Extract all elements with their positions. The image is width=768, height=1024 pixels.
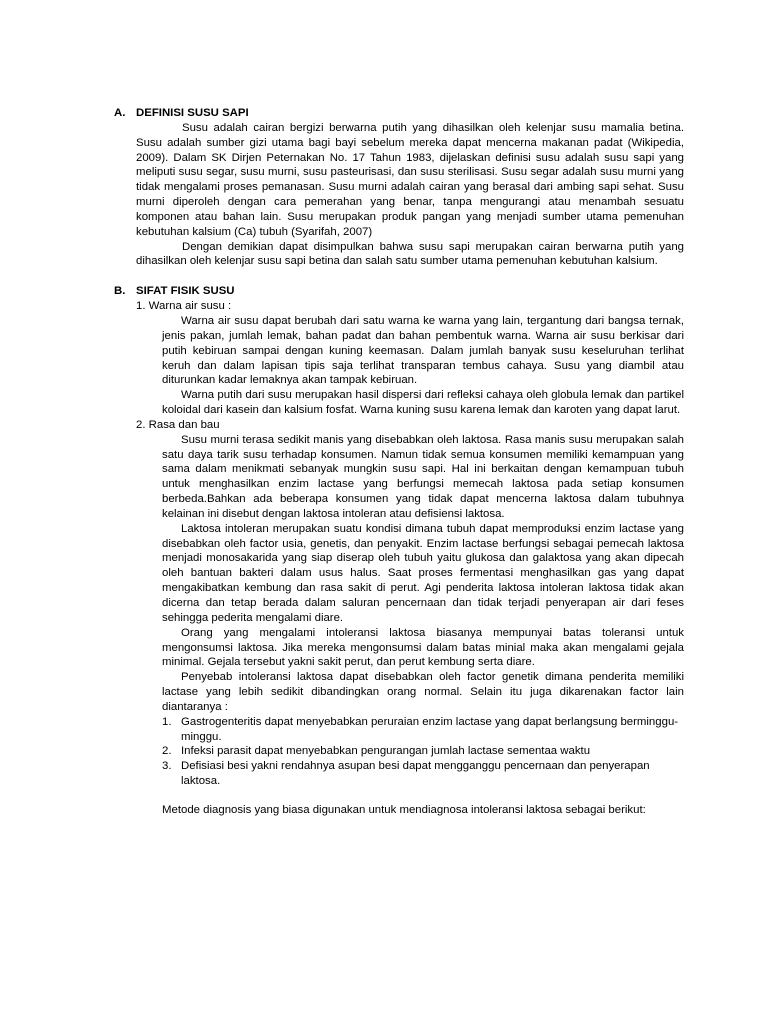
section-b-heading <box>114 284 684 299</box>
causes-list <box>114 715 684 789</box>
section-a-letter: A. <box>114 107 126 119</box>
section-a-paragraph-2: Dengan demikian dapat disimpulkan bahwa susu sapi merupakan cairan berwarna putih yang dihasilkan oleh kelenjar susu sapi betina dan salah satu sumber utama pemenuhan kebutuhan kalsium. <box>136 240 684 268</box>
item-2-paragraph-2: Laktosa intoleran merupakan suatu kondisi dimana tubuh dapat memproduksi enzim lactase yang disebabkan oleh factor usia, genetis, dan penyakit. Enzim lactase berfungsi sebagai pemecah laktosa menjadi monosakarida yang siap diserap oleh tubuh yaitu glukosa dan galaktosa yang akan dipecah oleh bantuan bakteri dalam usus halus. Saat proses fermentasi menghasilkan gas yang dapat mengakibatkan kembung dan rasa sakit di perut. Agi penderita laktosa intoleran laktosa tidak akan dicerna dan tetap berada dalam saluran pencernaan dan tidak terjadi penyerapan air dari feses sehingga pederita mengalami diare. <box>162 522 684 624</box>
list-item-text: Infeksi parasit dapat menyebabkan pengurangan jumlah lactase sementaa waktu <box>181 745 591 758</box>
item-1-label: 1. Warna air susu : <box>136 300 232 313</box>
list-item <box>162 715 684 745</box>
list-item-marker: 2. <box>162 745 172 758</box>
list-item-marker: 3. <box>162 760 172 773</box>
item-2-paragraph-4: Penyebab intoleransi laktosa dapat disebabkan oleh factor genetik dimana penderita memiliki lactase yang lebih sedikit dibandingkan orang normal. Selain itu juga dikarenakan factor lain diantaranya : <box>162 671 684 713</box>
list-item-marker: 1. <box>162 715 172 728</box>
section-a-paragraph-1: Susu adalah cairan bergizi berwarna putih yang dihasilkan oleh kelenjar susu mamalia betina. Susu adalah sumber gizi utama bagi bayi sebelum mereka dapat mencerna makanan padat (Wikipedia, 2009). Dalam SK Dirjen Peternakan No. 17 Tahun 1983, dijelaskan definisi susu adalah susu sapi yang meliputi susu segar, susu murni, susu pasteurisasi, dan susu sterilisasi. Susu segar adalah susu murni yang tidak mengalami proses pemanasan. Susu murni adalah cairan yang berasal dari ambing sapi sehat. Susu murni diperoleh dengan cara pemerahan yang benar, tanpa mengurangi atau menambah sesuatu komponen atau bahan lain. Susu merupakan produk pangan yang menjadi sumber utama pemenuhan kebutuhan kalsium (Ca) tubuh (Syarifah, 2007) <box>136 121 684 238</box>
closing-spacer <box>114 789 684 803</box>
item-2-paragraph-3: Orang yang mengalami intoleransi laktosa biasanya mempunyai batas toleransi untuk mengonsumsi laktosa. Jika mereka mengonsumsi dalam batas minial maka akan mengalami gejala minimal. Gejala tersebut yakni sakit perut, dan perut kembung serta diare. <box>162 626 684 669</box>
closing-sentence: Metode diagnosis yang biasa digunakan untuk mendiagnosa intoleransi laktosa sebagai berikut: <box>162 803 646 816</box>
item-2-label: 2. Rasa dan bau <box>136 418 220 431</box>
section-a-heading <box>114 106 684 121</box>
section-spacer <box>114 269 684 284</box>
section-a-title: DEFINISI SUSU SAPI <box>136 107 249 119</box>
list-item-text: Gastrogenteritis dapat menyebabkan peruraian enzim lactase yang dapat berlangsung bermingguminggu. <box>181 715 679 743</box>
item-1-paragraph-2: Warna putih dari susu merupakan hasil dispersi dari refleksi cahaya oleh globula lemak dan partikel koloidal dari kasein dan kalsium fosfat. Warna kuning susu karena lemak dan karoten yang dapat larut. <box>162 389 684 417</box>
document-body <box>114 106 684 818</box>
section-b-letter: B. <box>114 285 126 298</box>
item-1-paragraph-1: Warna air susu dapat berubah dari satu warna ke warna yang lain, tergantung dari bangsa ternak, jenis pakan, jumlah lemak, bahan padat dan bahan pembentuk warna. Warna air susu berkisar dari putih kebiruan sampai dengan kuning keemasan. Dalam jumlah banyak susu keseluruhan terlihat keruh dan dalam lapisan tipis saja terlihat transparan tembus cahaya. Susu yang diambil atau diturunkan kadar lemaknya akan tampak kebiruan. <box>162 314 684 387</box>
item-2-paragraph-1: Susu murni terasa sedikit manis yang disebabkan oleh laktosa. Rasa manis susu merupakan salah satu daya tarik susu terhadap konsumen. Namun tidak semua konsumen memiliki kemampuan yang sama dalam menikmati sebanyak mungkin susu sapi. Hal ini berkaitan dengan kemampuan tubuh untuk menghasilkan enzim lactase yang berfungsi memecah laktosa pada setiap konsumen berbeda.Bahkan ada beberapa konsumen yang tidak dapat mencerna laktosa dalam tubuhnya kelainan ini disebut dengan laktosa intoleran atau defisiensi laktosa. <box>162 433 684 520</box>
list-item <box>162 744 684 759</box>
list-item-text: Defisiasi besi yakni rendahnya asupan besi dapat mengganggu pencernaan dan penyerapan laktosa. <box>181 760 650 788</box>
list-item <box>162 759 684 789</box>
section-b-title: SIFAT FISIK SUSU <box>136 285 235 298</box>
